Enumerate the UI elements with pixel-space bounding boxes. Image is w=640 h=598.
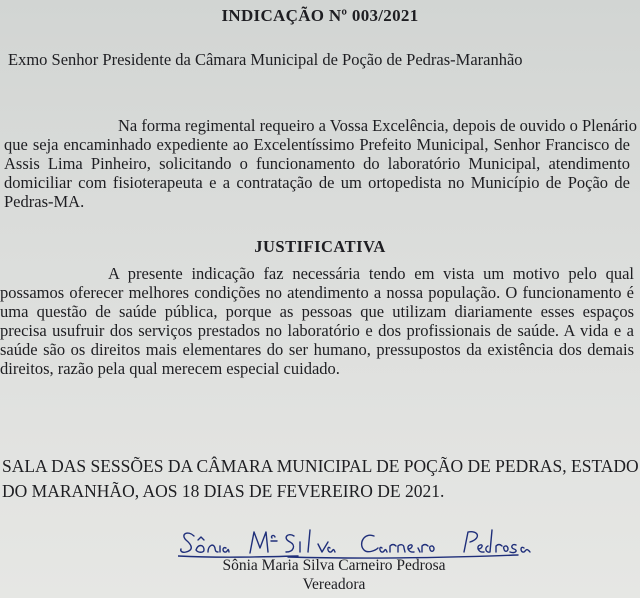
request-line: Pedras-MA.	[4, 192, 85, 211]
justification-heading: JUSTIFICATIVA	[254, 237, 386, 256]
addressee-line: Exmo Senhor Presidente da Câmara Municipal de Poção de Pedras-Maranhão	[8, 50, 523, 69]
signer-role: Vereadora	[302, 576, 366, 593]
justification-line: possamos oferecer melhores condições no atendimento a nossa população. O funcionamento é	[0, 283, 634, 302]
request-line: domiciliar com fisioterapeuta e a contratação de um ortopedista no Município de Poção de	[4, 173, 630, 192]
closing-statement	[2, 454, 639, 504]
document-title: INDICAÇÃO Nº 003/2021	[221, 6, 419, 25]
justification-line: A presente indicação faz necessária tendo em vista um motivo pelo qual	[108, 264, 634, 283]
closing-line: DO MARANHÃO, AOS 18 DIAS DE FEVEREIRO DE 2021.	[2, 481, 445, 501]
justification-line: direitos, razão pela qual merecem especial cuidado.	[0, 359, 340, 378]
request-line: que seja encaminhado expediente ao Excelentíssimo Prefeito Municipal, Senhor Francisco de	[4, 135, 630, 154]
closing-line: SALA DAS SESSÕES DA CÂMARA MUNICIPAL DE POÇÃO DE PEDRAS, ESTADO	[2, 456, 639, 476]
justification-line: precisa usufruir dos serviços prestados no laboratório e dos profissionais de saúde. A vida e a	[0, 321, 634, 340]
request-line: Assis Lima Pinheiro, solicitando o funcionamento do laboratório Municipal, atendimento	[4, 154, 630, 173]
signer-name: Sônia Maria Silva Carneiro Pedrosa	[222, 557, 446, 574]
justification-line: saúde são os direitos mais elementares do ser humano, pressupostos da existência dos demais	[0, 340, 634, 359]
request-paragraph	[4, 116, 637, 211]
justification-line: uma questão de saúde pública, porque as pessoas que utilizam diariamente esses espaços	[0, 302, 634, 321]
request-line: Na forma regimental requeiro a Vossa Excelência, depois de ouvido o Plenário	[118, 116, 637, 135]
justification-paragraph	[0, 264, 634, 378]
